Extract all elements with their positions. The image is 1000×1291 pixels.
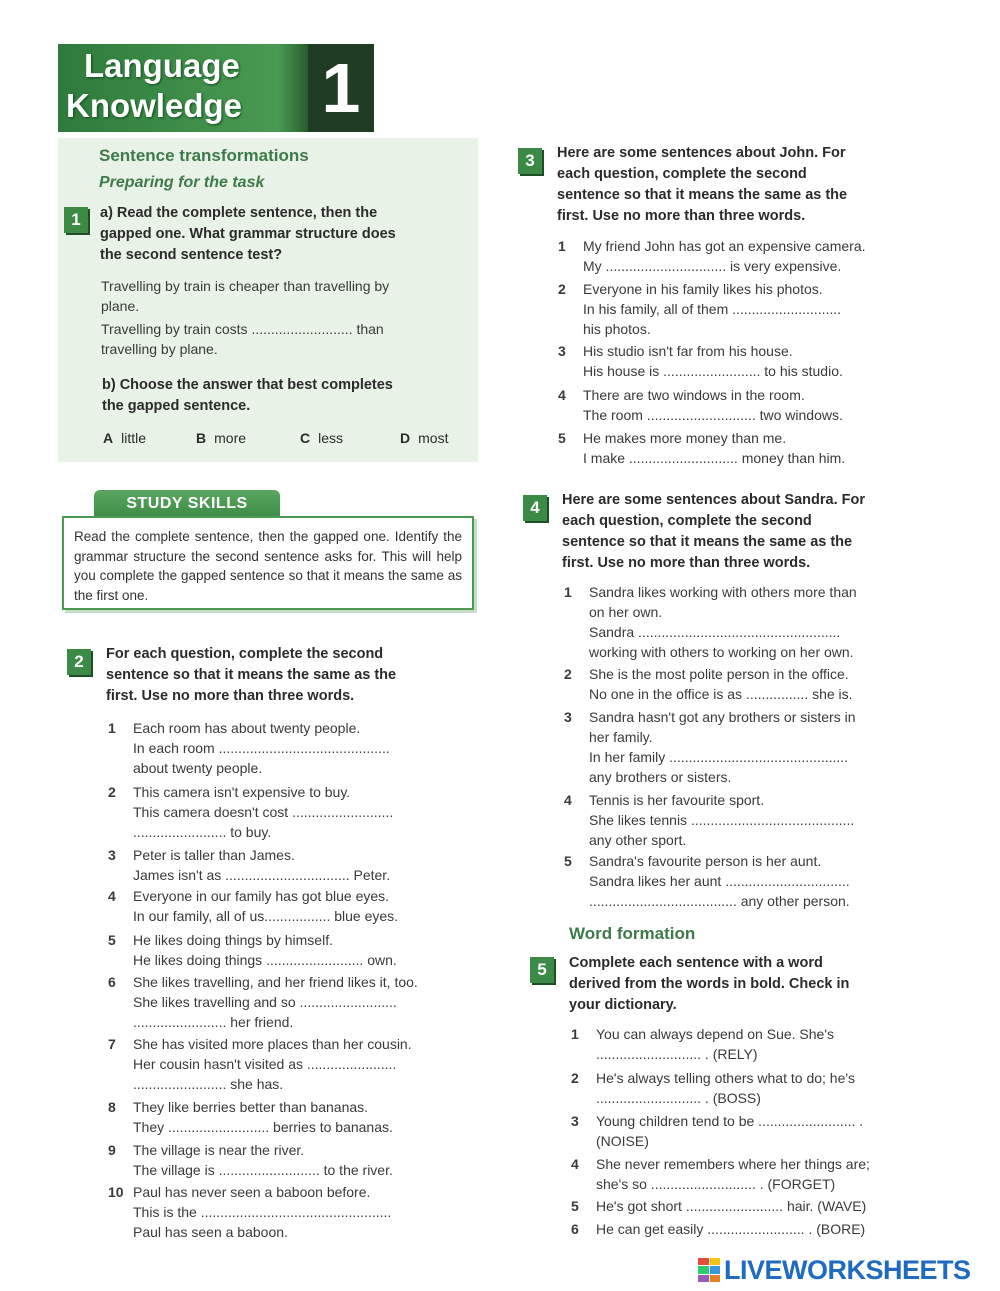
question-text: [583, 428, 928, 468]
question-line: They like berries better than bananas.: [133, 1099, 369, 1115]
question-number: 2: [571, 1070, 579, 1086]
question-item: [558, 385, 928, 425]
question-text: [589, 790, 936, 850]
question-item: [571, 1068, 939, 1108]
question-line: He's got short ......................... hair. (WAVE): [596, 1198, 867, 1214]
header-title-line1: Language: [84, 47, 240, 84]
exercise-3-instruction: Here are some sentences about John. For each question, complete the second sentence so that it means the same as the first. Use no more than three words.: [557, 145, 848, 224]
question-line: The village is near the river.: [133, 1142, 305, 1158]
option-c[interactable]: C less: [300, 430, 344, 446]
question-number: 4: [108, 888, 116, 904]
question-line: Her cousin hasn't visited as .......................: [133, 1056, 397, 1072]
exercise-4-instruction: Here are some sentences about Sandra. For each question, complete the second sentence so that it means the same as the first. Use no more than three words.: [562, 492, 865, 571]
question-text: [133, 1182, 480, 1242]
question-line: My ............................... is very expensive.: [583, 258, 842, 274]
liveworksheets-logo-text: LIVEWORKSHEETS: [724, 1254, 971, 1285]
question-line: James isn't as ................................ Peter.: [133, 867, 391, 883]
question-line: This camera isn't expensive to buy.: [133, 784, 351, 800]
question-number: 6: [571, 1221, 579, 1237]
question-line: his photos.: [583, 321, 651, 337]
question-item: [558, 341, 928, 381]
question-item: [564, 851, 936, 911]
header-divider: [278, 44, 308, 132]
question-number: 1: [558, 238, 566, 254]
question-line: any other sport.: [589, 832, 687, 848]
question-number: 1: [564, 584, 572, 600]
question-text: [133, 930, 480, 970]
question-number: 4: [558, 387, 566, 403]
question-number: 9: [108, 1142, 116, 1158]
question-item: [564, 707, 936, 787]
question-line: Everyone in his family likes his photos.: [583, 281, 823, 297]
question-line: Sandra hasn't got any brothers or sisters in: [589, 709, 856, 725]
question-line: His studio isn't far from his house.: [583, 343, 793, 359]
question-item: [108, 718, 480, 778]
question-item: [571, 1196, 939, 1216]
question-number: 5: [558, 430, 566, 446]
question-number: 8: [108, 1099, 116, 1115]
question-line: There are two windows in the room.: [583, 387, 805, 403]
question-line: ........................... . (RELY): [596, 1046, 758, 1062]
question-number: 4: [564, 792, 572, 808]
question-item: [108, 1140, 480, 1180]
question-line: He makes more money than me.: [583, 430, 787, 446]
question-item: [108, 782, 480, 842]
exercise-badge-5: 5: [530, 957, 554, 983]
question-line: ........................ to buy.: [133, 824, 272, 840]
question-text: [583, 385, 928, 425]
question-item: [571, 1024, 939, 1064]
question-line: Each room has about twenty people.: [133, 720, 361, 736]
question-line: ........................ her friend.: [133, 1014, 294, 1030]
question-line: working with others to working on her own.: [589, 644, 854, 660]
question-line: She likes travelling and so .........................: [133, 994, 397, 1010]
question-item: [558, 428, 928, 468]
question-text: [133, 1140, 480, 1180]
question-item: [108, 1097, 480, 1137]
question-line: She likes travelling, and her friend likes it, too.: [133, 974, 418, 990]
question-line: Sandra likes working with others more than: [589, 584, 857, 600]
question-text: [589, 664, 936, 704]
question-item: [564, 664, 936, 704]
question-line: Paul has seen a baboon.: [133, 1224, 288, 1240]
question-line: on her own.: [589, 604, 663, 620]
question-text: [133, 1034, 480, 1094]
question-number: 5: [108, 932, 116, 948]
question-line: This camera doesn't cost ..........................: [133, 804, 394, 820]
unit-header: [58, 44, 374, 132]
question-item: [108, 886, 480, 926]
section-title-sentence-transformations: Sentence transformations: [99, 146, 309, 165]
exercise-1b-instruction: b) Choose the answer that best completes the gapped sentence.: [102, 377, 393, 414]
question-number: 1: [108, 720, 116, 736]
option-d[interactable]: D most: [400, 430, 449, 446]
question-text: [133, 718, 480, 778]
question-item: [108, 1034, 480, 1094]
question-text: [596, 1196, 939, 1216]
question-line: In his family, all of them ............................: [583, 301, 842, 317]
question-line: Sandra likes her aunt ................................: [589, 873, 850, 889]
question-line: Sandra ....................................................: [589, 624, 841, 640]
question-line: ........................ she has.: [133, 1076, 284, 1092]
exercise-badge-3: 3: [518, 148, 542, 174]
question-number: 2: [564, 666, 572, 682]
question-line: He likes doing things ......................... own.: [133, 952, 397, 968]
question-line: Peter is taller than James.: [133, 847, 295, 863]
question-line: Everyone in our family has got blue eyes.: [133, 888, 390, 904]
question-text: [583, 236, 928, 276]
question-item: [558, 279, 928, 339]
header-title: [58, 44, 278, 132]
header-title-line2: Knowledge: [66, 87, 243, 124]
question-text: [133, 782, 480, 842]
question-line: Tennis is her favourite sport.: [589, 792, 765, 808]
question-number: 7: [108, 1036, 116, 1052]
liveworksheets-logo-icon: [698, 1258, 720, 1282]
question-number: 2: [558, 281, 566, 297]
exercise-1-example: Travelling by train is cheaper than travelling by plane. Travelling by train costs .......................... than travelling by plane.: [101, 278, 390, 357]
question-line: My friend John has got an expensive camera.: [583, 238, 866, 254]
question-line: In her family ..............................................: [589, 749, 849, 765]
exercise-2-instruction: For each question, complete the second sentence so that it means the same as the first. Use no more than three words.: [106, 646, 397, 704]
question-line: The village is .......................... to the river.: [133, 1162, 393, 1178]
question-number: 10: [108, 1184, 124, 1200]
question-text: [589, 707, 936, 787]
question-number: 4: [571, 1156, 579, 1172]
question-text: [583, 279, 928, 339]
question-line: The room ............................ two windows.: [583, 407, 843, 423]
question-item: [108, 845, 480, 885]
question-item: [571, 1154, 939, 1194]
question-text: [133, 886, 480, 926]
question-text: [589, 582, 936, 662]
question-line: She has visited more places than her cousin.: [133, 1036, 412, 1052]
exercise-1a-instruction: a) Read the complete sentence, then the gapped one. What grammar structure does the second sentence test?: [100, 205, 396, 263]
question-number: 1: [571, 1026, 579, 1042]
question-item: [564, 790, 936, 850]
question-line: In our family, all of us................. blue eyes.: [133, 908, 399, 924]
question-item: [108, 930, 480, 970]
option-a[interactable]: A little: [103, 430, 147, 446]
question-line: She never remembers where her things are;: [596, 1156, 870, 1172]
question-number: 5: [564, 853, 572, 869]
question-number: 3: [558, 343, 566, 359]
question-line: her family.: [589, 729, 653, 745]
question-line: This is the .................................................: [133, 1204, 392, 1220]
question-line: No one in the office is as ................ she is.: [589, 686, 853, 702]
question-line: she's so ........................... . (FORGET): [596, 1176, 836, 1192]
question-text: [133, 845, 480, 885]
question-line: You can always depend on Sue. She's: [596, 1026, 834, 1042]
question-number: 2: [108, 784, 116, 800]
liveworksheets-logo: [698, 1255, 971, 1285]
question-number: 3: [108, 847, 116, 863]
section-subtitle-preparing: Preparing for the task: [99, 174, 265, 191]
option-b[interactable]: B more: [196, 430, 247, 446]
question-line: She likes tennis ..........................................: [589, 812, 855, 828]
unit-number: 1: [308, 44, 374, 132]
section-title-word-formation: Word formation: [569, 924, 696, 943]
exercise-badge-4: 4: [523, 495, 547, 521]
question-item: [108, 1182, 480, 1242]
question-line: ........................... . (BOSS): [596, 1090, 761, 1106]
question-line: (NOISE): [596, 1133, 649, 1149]
question-item: [108, 972, 480, 1032]
question-line: Paul has never seen a baboon before.: [133, 1184, 371, 1200]
question-number: 5: [571, 1198, 579, 1214]
question-line: Young children tend to be ......................... .: [596, 1113, 864, 1129]
question-line: His house is ......................... to his studio.: [583, 363, 843, 379]
question-text: [133, 1097, 480, 1137]
question-text: [589, 851, 936, 911]
question-line: They .......................... berries to bananas.: [133, 1119, 393, 1135]
question-line: He's always telling others what to do; he's: [596, 1070, 856, 1086]
question-line: ...................................... any other person.: [589, 893, 850, 909]
question-number: 6: [108, 974, 116, 990]
question-item: [558, 236, 928, 276]
question-line: any brothers or sisters.: [589, 769, 732, 785]
exercise-5-instruction: Complete each sentence with a word derived from the words in bold. Check in your dictionary.: [569, 955, 850, 1013]
question-text: [596, 1111, 939, 1151]
question-item: [571, 1219, 939, 1239]
question-number: 3: [564, 709, 572, 725]
exercise-badge-2: 2: [67, 649, 91, 675]
question-line: Sandra's favourite person is her aunt.: [589, 853, 822, 869]
question-text: [596, 1219, 939, 1239]
exercise-badge-1: 1: [64, 207, 88, 233]
question-line: about twenty people.: [133, 760, 263, 776]
question-text: [583, 341, 928, 381]
question-item: [564, 582, 936, 662]
question-line: He likes doing things by himself.: [133, 932, 333, 948]
question-line: She is the most polite person in the office.: [589, 666, 849, 682]
question-line: I make ............................ money than him.: [583, 450, 846, 466]
question-text: [596, 1154, 939, 1194]
question-text: [133, 972, 480, 1032]
question-text: [596, 1024, 939, 1064]
question-line: He can get easily ......................... . (BORE): [596, 1221, 866, 1237]
question-item: [571, 1111, 939, 1151]
study-skills-title: STUDY SKILLS: [94, 490, 280, 518]
question-line: In each room ............................................: [133, 740, 390, 756]
question-number: 3: [571, 1113, 579, 1129]
question-text: [596, 1068, 939, 1108]
study-skills-box: Read the complete sentence, then the gapped one. Identify the grammar structure the second sentence asks for. This will help you complete the gapped sentence so that it means the same as the first one.: [62, 516, 474, 610]
